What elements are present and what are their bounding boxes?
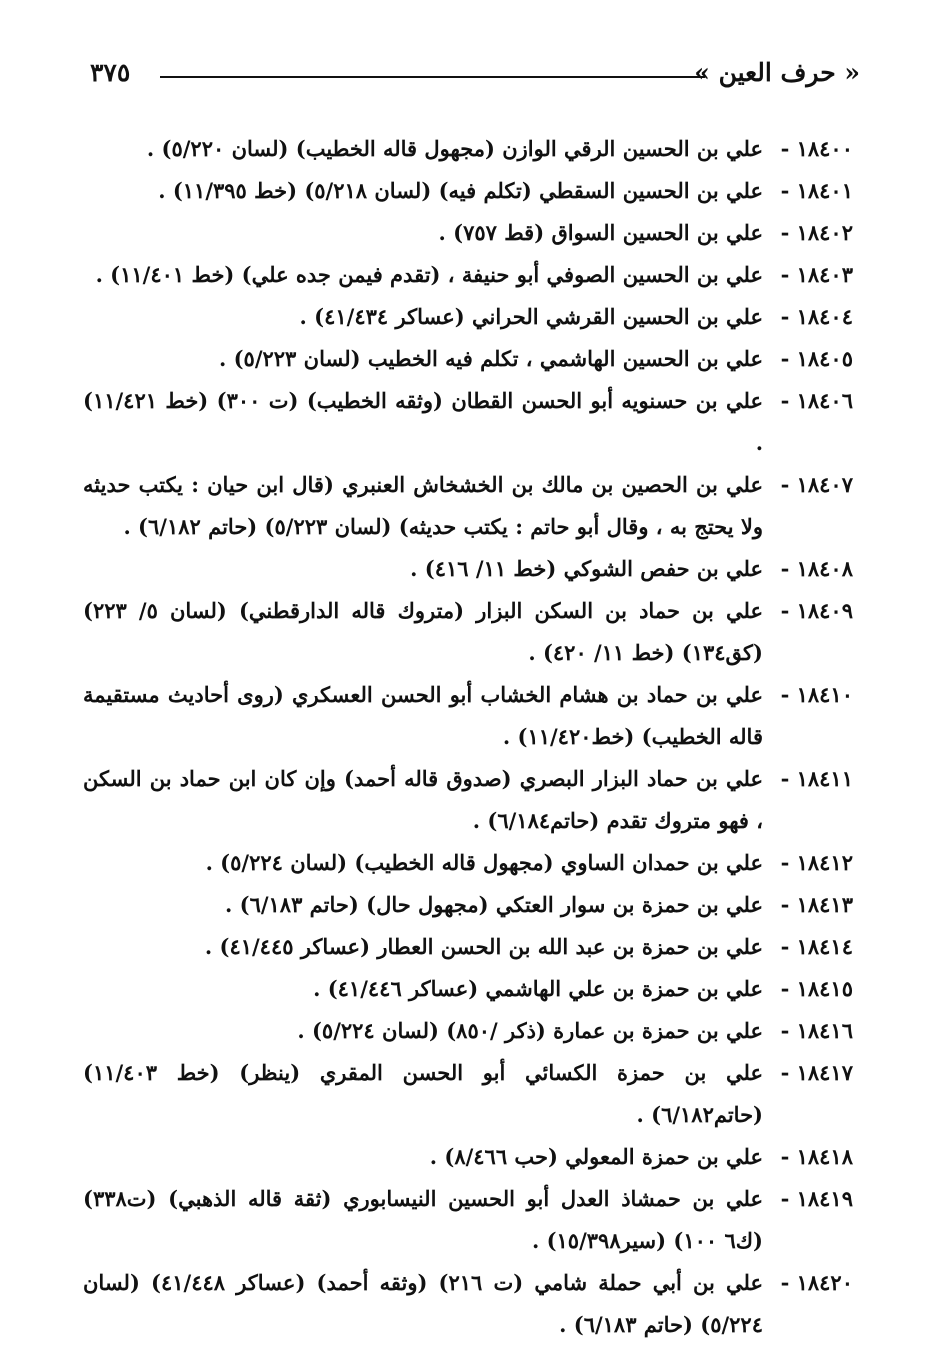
entry-number: ١٨٤٠٦ -: [780, 388, 853, 413]
entry: [83, 548, 853, 590]
entry: [83, 128, 853, 170]
entry: [83, 1010, 853, 1052]
entry: [83, 1178, 853, 1262]
header-rule: [160, 76, 705, 78]
entry: [83, 968, 853, 1010]
entry-number: ١٨٤١٤ -: [780, 934, 853, 959]
entry: [83, 1052, 853, 1136]
entry-text: علي بن الحسين السقطي (تكلم فيه) (لسان ٥/٢١٨) (خط ١١/٣٩٥) .: [158, 178, 763, 203]
entry-text: علي بن الحصين بن مالك بن الخشخاش العنبري (قال ابن حيان : يكتب حديثه ولا يحتج به ، وقال أبو حاتم : يكتب حديثه) (لسان ٥/٢٢٣) (حاتم ٦/١٨٢) .: [83, 472, 763, 539]
entry-number: ١٨٤٠٣ -: [780, 262, 853, 287]
entry: [83, 464, 853, 548]
entry-number: ١٨٤٠٢ -: [780, 220, 853, 245]
entry-text: علي بن حمزة الكسائي أبو الحسن المقري (ينظر) (خط ١١/٤٠٣) (حاتم٦/١٨٢) .: [83, 1060, 763, 1127]
entry: [83, 758, 853, 842]
entry-number: ١٨٤١٥ -: [780, 976, 853, 1001]
entry-number: ١٨٤١٠ -: [780, 682, 853, 707]
entry-text: علي بن حمزة بن علي الهاشمي (عساكر ٤١/٤٤٦) .: [313, 976, 763, 1001]
entry: [83, 254, 853, 296]
entry: [83, 170, 853, 212]
entry-text: علي بن الحسين القرشي الحراني (عساكر ٤١/٤٣٤) .: [299, 304, 763, 329]
entry-number: ١٨٤١٢ -: [780, 850, 853, 875]
entry-text: علي بن حمزة المعولي (حب ٨/٤٦٦) .: [429, 1144, 763, 1169]
entry-text: علي بن الحسين السواق (قط ٧٥٧) .: [438, 220, 763, 245]
entry: [83, 380, 853, 464]
entry-number: ١٨٤٠٩ -: [780, 598, 853, 623]
entry-number: ١٨٤١١ -: [780, 766, 853, 791]
entry-list: [83, 128, 853, 1346]
entry-text: علي بن حماد البزار البصري (صدوق قاله أحمد) وإن كان ابن حماد بن السكن ، فهو متروك تقدم (حاتم٦/١٨٤) .: [83, 766, 763, 833]
entry-text: علي بن حسنويه أبو الحسن القطان (وثقه الخطيب) (ت ٣٠٠) (خط ١١/٤٢١) .: [83, 388, 763, 455]
entry-text: علي بن حفص الشوكي (خط ١١/ ٤١٦) .: [410, 556, 763, 581]
entry-text: علي بن حمشاذ العدل أبو الحسين النيسابوري (ثقة قاله الذهبي) (ت٣٣٨) (ك٦ ١٠٠) (سير١٥/٣٩٨) .: [83, 1186, 763, 1253]
entry-text: علي بن الحسين الهاشمي ، تكلم فيه الخطيب (لسان ٥/٢٢٣) .: [218, 346, 763, 371]
entry: [83, 1262, 853, 1346]
entry-text: علي بن حمدان الساوي (مجهول قاله الخطيب) (لسان ٥/٢٢٤) .: [205, 850, 763, 875]
page-header: [90, 58, 860, 98]
entry: [83, 926, 853, 968]
entry-text: علي بن الحسين الصوفي أبو حنيفة ، (تقدم فيمن جده علي) (خط ١١/٤٠١) .: [95, 262, 763, 287]
entry: [83, 338, 853, 380]
entry: [83, 842, 853, 884]
entry-number: ١٨٤١٩ -: [780, 1186, 853, 1211]
entry-text: علي بن حماد بن هشام الخشاب أبو الحسن العسكري (روى أحاديث مستقيمة قاله الخطيب) (خط١١/٤٢٠) .: [83, 682, 763, 749]
entry-number: ١٨٤٠٤ -: [780, 304, 853, 329]
entry-number: ١٨٤٠٧ -: [780, 472, 853, 497]
page-number: ٣٧٥: [90, 58, 131, 87]
entry-number: ١٨٤٠١ -: [780, 178, 853, 203]
entry-text: علي بن أبي حملة شامي (ت ٢١٦) (وثقه أحمد) (عساكر ٤١/٤٤٨) (لسان ٥/٢٢٤) (حاتم ٦/١٨٣) .: [83, 1270, 764, 1337]
entry-number: ١٨٤١٨ -: [780, 1144, 853, 1169]
running-head: « حرف العين »: [694, 58, 860, 87]
entry-text: علي بن حماد بن السكن البزار (متروك قاله الدارقطني) (لسان ٥/ ٢٢٣) (كق١٣٤) (خط ١١/ ٤٢٠) .: [83, 598, 763, 665]
entry-number: ١٨٤٠٠ -: [780, 136, 853, 161]
entry: [83, 590, 853, 674]
entry-number: ١٨٤٠٥ -: [780, 346, 853, 371]
entry-number: ١٨٤٠٨ -: [780, 556, 853, 581]
entry-number: ١٨٤١٧ -: [780, 1060, 853, 1085]
entry-number: ١٨٤١٣ -: [780, 892, 853, 917]
entry-text: علي بن حمزة بن سوار العتكي (مجهول حال) (حاتم ٦/١٨٣) .: [225, 892, 763, 917]
entry-text: علي بن الحسين الرقي الوازن (مجهول قاله الخطيب) (لسان ٥/٢٢٠) .: [146, 136, 763, 161]
entry-number: ١٨٤٢٠ -: [780, 1270, 853, 1295]
entry: [83, 296, 853, 338]
entry: [83, 212, 853, 254]
entry-text: علي بن حمزة بن عبد الله بن الحسن العطار (عساكر ٤١/٤٤٥) .: [204, 934, 763, 959]
entry-number: ١٨٤١٦ -: [780, 1018, 853, 1043]
entry: [83, 1136, 853, 1178]
entry: [83, 674, 853, 758]
entry-text: علي بن حمزة بن عمارة (ذكر /٨٥٠) (لسان ٥/٢٢٤) .: [297, 1018, 763, 1043]
entry: [83, 884, 853, 926]
